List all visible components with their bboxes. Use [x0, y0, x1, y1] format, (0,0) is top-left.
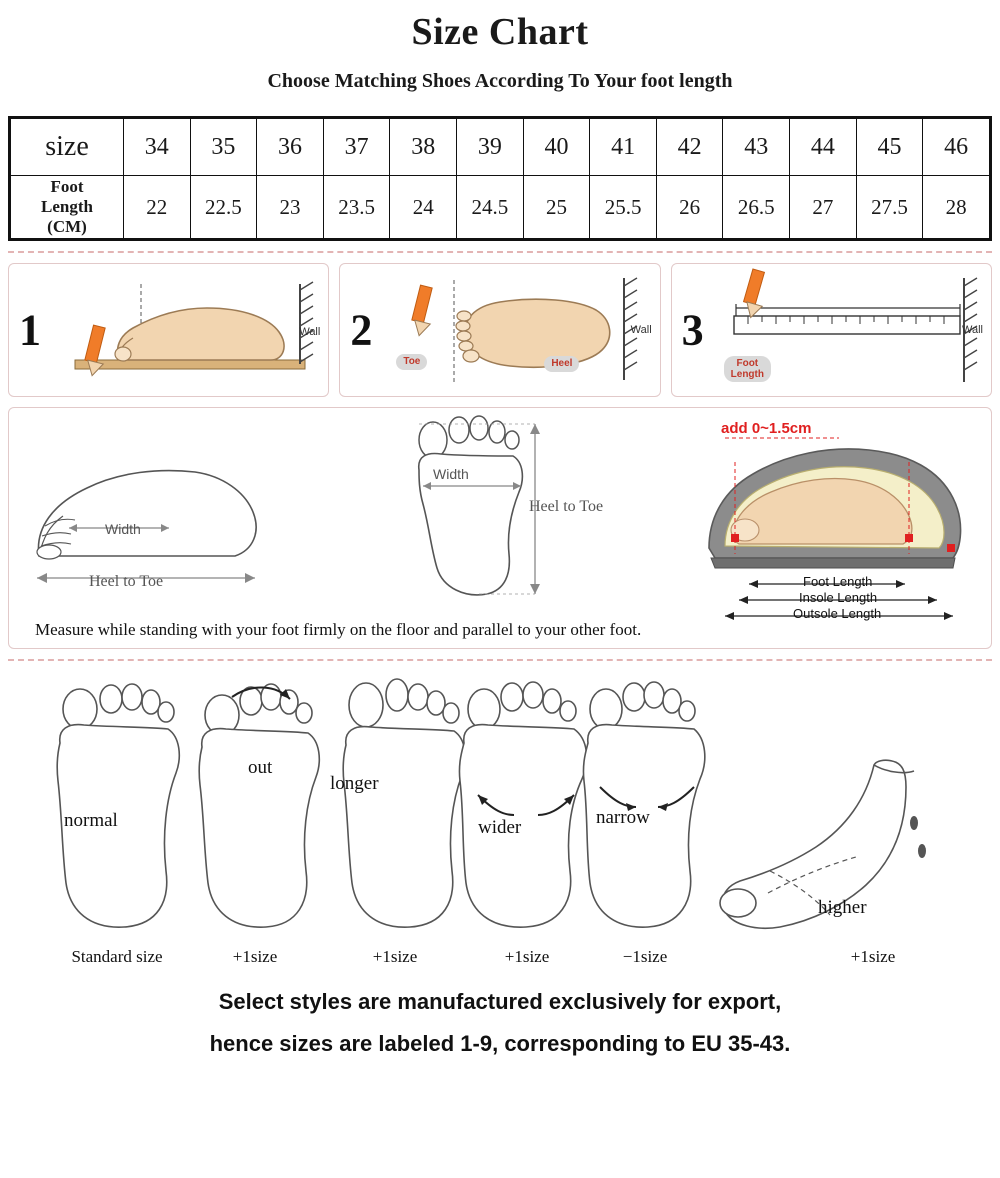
step-3-number: 3 [681, 305, 704, 355]
table-cell-foot-length: 22.5 [190, 176, 257, 239]
table-cell-foot-length: 26.5 [723, 176, 790, 239]
size-table [10, 118, 990, 239]
foot-type-word-narrow: narrow [596, 807, 650, 828]
step-1-number: 1 [19, 305, 41, 355]
measurement-panel [8, 407, 992, 649]
table-cell-foot-length: 23.5 [323, 176, 390, 239]
foot-length-header-line3: (CM) [47, 217, 87, 236]
measure-steps [8, 263, 992, 397]
table-cell-size: 36 [257, 119, 324, 176]
foot-type-word-out: out [248, 757, 273, 778]
step-1-wall-label: Wall [299, 326, 321, 338]
shoe-add-note: add 0~1.5cm [721, 420, 812, 437]
table-cell-size: 46 [923, 119, 990, 176]
footer-line-1: Select styles are manufactured exclusively for export, [218, 989, 782, 1014]
table-cell-size: 35 [190, 119, 257, 176]
page-title: Size Chart [411, 11, 589, 53]
page-subtitle: Choose Matching Shoes According To Your foot length [267, 70, 733, 92]
step-3-foot-length-pill [724, 356, 771, 382]
table-cell-foot-length: 27.5 [856, 176, 923, 239]
foot-type-word-wider: wider [478, 817, 522, 838]
foot-type-caption-normal: Standard size [71, 947, 163, 966]
side-heel-to-toe-label: Heel to Toe [89, 573, 164, 590]
table-cell-foot-length: 28 [923, 176, 990, 239]
table-cell-foot-length: 24.5 [457, 176, 524, 239]
table-cell-foot-length: 22 [124, 176, 191, 239]
foot-type-word-longer: longer [330, 773, 379, 794]
step-1 [8, 263, 329, 397]
table-cell-size: 39 [457, 119, 524, 176]
table-cell-foot-length: 26 [656, 176, 723, 239]
step-2-wall-label: Wall [630, 324, 652, 336]
table-cell-foot-length: 25.5 [590, 176, 657, 239]
table-row-size [11, 119, 990, 176]
divider-dashed-top [8, 251, 992, 253]
foot-type-caption-narrow: −1size [622, 947, 668, 966]
table-cell-size: 38 [390, 119, 457, 176]
side-width-label: Width [105, 521, 141, 537]
top-width-label: Width [433, 466, 469, 482]
foot-type-caption-wider: +1size [504, 947, 550, 966]
foot-type-caption-longer: +1size [372, 947, 418, 966]
step-1-illustration [57, 264, 328, 396]
shoe-insole-length-label: Insole Length [799, 590, 878, 605]
step-2 [339, 263, 660, 397]
footer-text [0, 981, 1000, 1065]
table-cell-size: 43 [723, 119, 790, 176]
measure-instruction-note: Measure while standing with your foot firmly on the floor and parallel to your other foot. [35, 620, 642, 639]
table-row-foot-length [11, 176, 990, 239]
foot-length-header-line2: Length [41, 197, 93, 216]
top-heel-to-toe-label: Heel to Toe [529, 498, 604, 515]
table-cell-foot-length: 25 [523, 176, 590, 239]
shoe-outsole-length-label: Outsole Length [793, 606, 882, 621]
step-3-foot-length-line2: Length [730, 369, 764, 380]
table-cell-foot-length: 23 [257, 176, 324, 239]
foot-length-row-header [11, 176, 124, 239]
divider-dashed-bottom [8, 659, 992, 661]
step-2-toe-pill: Toe [396, 354, 427, 370]
table-cell-size: 40 [523, 119, 590, 176]
size-table-container [8, 116, 992, 241]
table-cell-size: 37 [323, 119, 390, 176]
foot-type-caption-out: +1size [232, 947, 278, 966]
table-cell-foot-length: 24 [390, 176, 457, 239]
step-2-heel-pill: Heel [544, 356, 579, 372]
step-3 [671, 263, 992, 397]
size-chart-page [0, 8, 1000, 1178]
table-cell-foot-length: 27 [790, 176, 857, 239]
step-3-wall-label: Wall [962, 324, 983, 336]
table-cell-size: 34 [124, 119, 191, 176]
size-row-header: size [11, 119, 124, 176]
foot-type-caption-higher: +1size [850, 947, 896, 966]
table-cell-size: 41 [590, 119, 657, 176]
foot-length-header-line1: Foot [50, 177, 84, 196]
step-3-foot-length-line1: Foot [736, 358, 759, 369]
table-cell-size: 45 [856, 119, 923, 176]
footer-line-2: hence sizes are labeled 1-9, corresponding to EU 35-43. [209, 1031, 791, 1056]
shoe-foot-length-label: Foot Length [803, 574, 873, 589]
table-cell-size: 44 [790, 119, 857, 176]
foot-type-word-higher: higher [818, 897, 867, 918]
step-2-number: 2 [350, 305, 373, 355]
step-2-illustration [388, 264, 659, 396]
foot-types-panel [8, 675, 992, 975]
foot-type-word-normal: normal [64, 810, 118, 831]
table-cell-size: 42 [656, 119, 723, 176]
